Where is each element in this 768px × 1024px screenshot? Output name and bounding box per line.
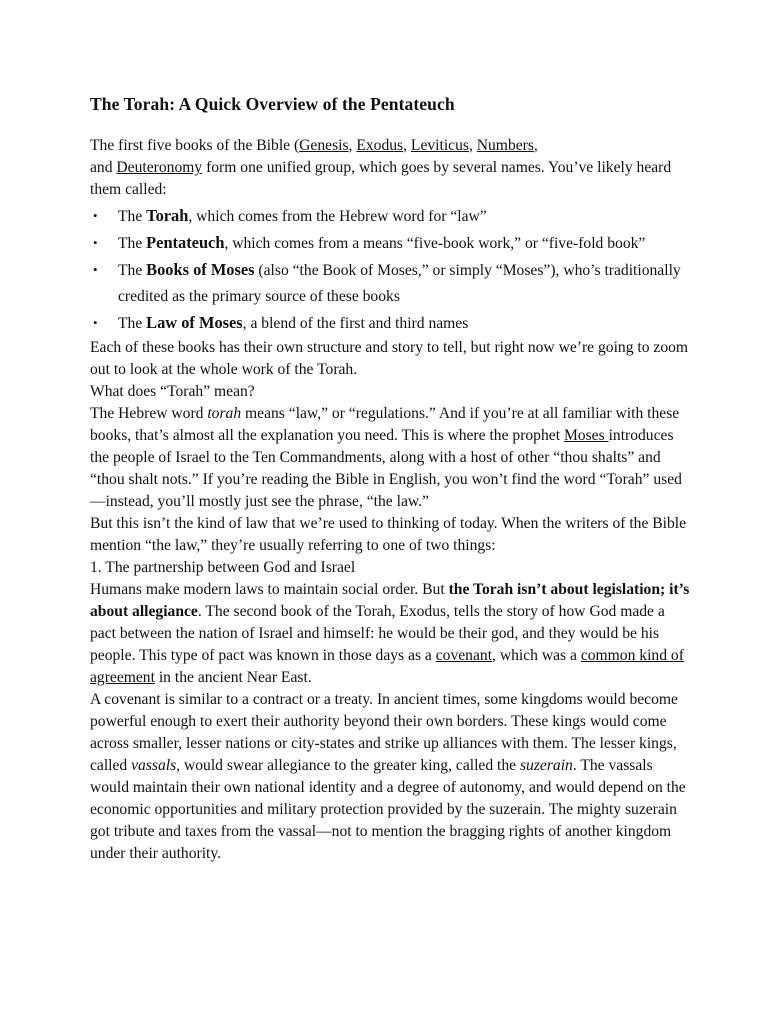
section-question: What does “Torah” mean? (90, 383, 255, 400)
structure-paragraph: Each of these books has their own structure and story to tell, but right now we’re going to zoom out to look at the whole work of the Torah. (90, 339, 689, 378)
bullet-term: Books of Moses (146, 260, 255, 279)
link-genesis[interactable]: Genesis (299, 137, 349, 154)
bullet-post: , which comes from a means “five-book work,” or “five-fold book” (224, 235, 646, 252)
vassals-italic: vassals (131, 757, 177, 774)
text: means “law,” or “regulations.” And if you’re at all familiar with these books, that’s almost all the explanation you need. This is where the prophet (90, 405, 680, 444)
link-deuteronomy[interactable]: Deuteronomy (116, 159, 203, 176)
humans-paragraph (90, 579, 690, 689)
bullet-term: Torah (146, 206, 189, 225)
names-list (90, 203, 690, 337)
list-item (118, 230, 690, 257)
bullet-pre: The (118, 208, 147, 225)
text: introduces the people of Israel to the Ten Commandments, along with a host of other “thou shalts” and “thou shalt nots.” If you’re reading the Bible in English, you won’t find the word “Torah” used—instead, you’ll mostly just see the phrase, “the law.” (90, 427, 682, 510)
document-title: The Torah: A Quick Overview of the Pentateuch (90, 94, 455, 114)
link-common-agreement[interactable]: common kind of agreement (90, 647, 684, 686)
link-exodus[interactable]: Exodus (356, 137, 404, 154)
bullet-pre: The (118, 235, 147, 252)
list-item (118, 257, 690, 310)
text: . The vassals would maintain their own national identity and a degree of autonomy, and would depend on the economic opportunities and military protection provided by the suzerain. The mighty suzerain got tribute and taxes from the vassal—not to mention the bragging rights of another kingdom under their authority. (90, 757, 686, 862)
intro-paragraph (90, 135, 690, 201)
covenant-paragraph (90, 689, 690, 865)
list-item (118, 203, 690, 230)
partnership-heading: 1. The partnership between God and Israel (90, 559, 356, 576)
comma: , (533, 137, 538, 154)
intro-and: and (90, 159, 117, 176)
bullet-post: , a blend of the first and third names (242, 315, 469, 332)
bullet-post: , which comes from the Hebrew word for “law” (188, 208, 487, 225)
text: , which was a (492, 647, 581, 664)
text: Humans make modern laws to maintain social order. But (90, 581, 449, 598)
text: in the ancient Near East. (154, 669, 312, 686)
bullet-post: (also “the Book of Moses,” or simply “Moses”), who’s traditionally credited as the primary source of these books (118, 262, 681, 305)
bullet-pre: The (118, 315, 147, 332)
comma: , (403, 137, 411, 154)
text: The Hebrew word (90, 405, 208, 422)
text: . The second book of the Torah, Exodus, tells the story of how God made a pact between the nation of Israel and himself: he would be their god, and they would be his people. This type of pact was known in those days as a (90, 603, 665, 664)
bold-text: the Torah isn’t about legislation; it’s about allegiance (90, 581, 690, 620)
hebrew-paragraph (90, 403, 690, 513)
list-item (118, 310, 690, 337)
bullet-pre: The (118, 262, 147, 279)
intro-text: The first five books of the Bible ( (90, 137, 300, 154)
text: A covenant is similar to a contract or a treaty. In ancient times, some kingdoms would become powerful enough to exert their authority beyond their own borders. These kings would come across smaller, lesser nations or city-states and strike up alliances with them. The lesser kings, called (90, 691, 678, 774)
intro-text-2: form one unified group, which goes by several names. You’ve likely heard them called: (90, 159, 672, 198)
suzerain-italic: suzerain (519, 757, 573, 774)
torah-italic: torah (207, 405, 242, 422)
link-leviticus[interactable]: Leviticus (410, 137, 469, 154)
link-numbers[interactable]: Numbers (476, 137, 534, 154)
comma: , (348, 137, 357, 154)
law-paragraph: But this isn’t the kind of law that we’re used to thinking of today. When the writers of the Bible mention “the law,” they’re usually referring to one of two things: (90, 515, 687, 554)
text: , would swear allegiance to the greater king, called the (176, 757, 520, 774)
document-page (90, 92, 690, 865)
bullet-term: Law of Moses (146, 313, 243, 332)
bullet-term: Pentateuch (146, 233, 225, 252)
link-moses[interactable]: Moses (563, 427, 609, 444)
comma: , (468, 137, 477, 154)
link-covenant[interactable]: covenant (435, 647, 493, 664)
